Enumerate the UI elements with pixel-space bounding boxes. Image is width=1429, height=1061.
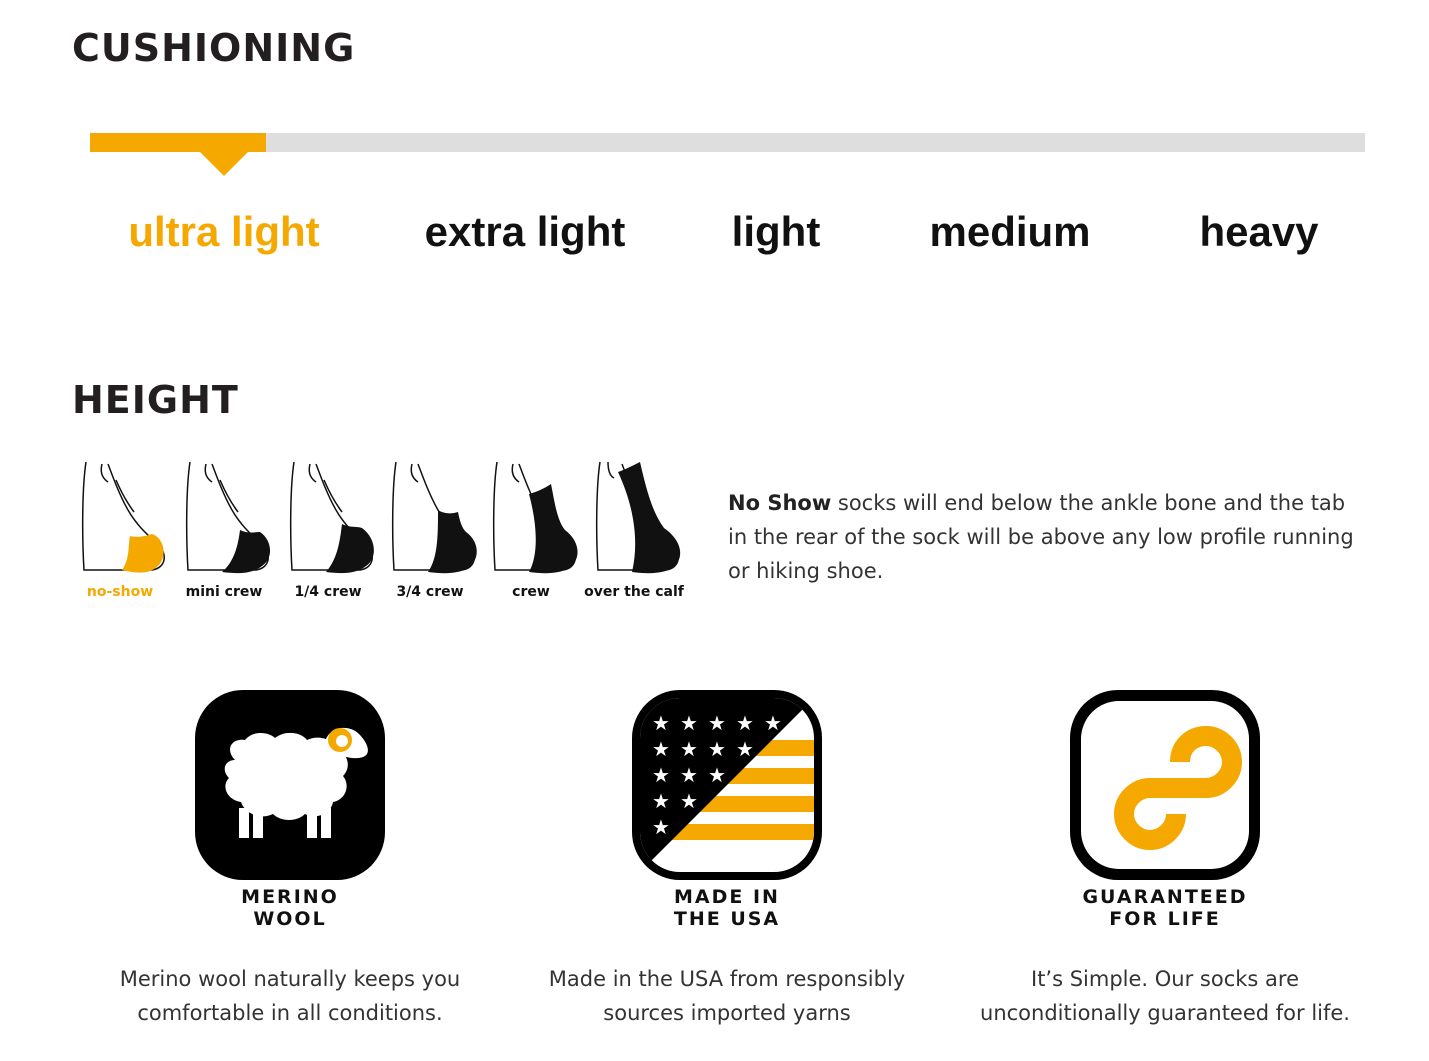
infinity-icon [1070,690,1260,880]
feature-title-line2: WOOL [253,908,327,930]
height-label-mini-crew: mini crew [185,584,263,600]
cushioning-option-medium[interactable]: medium [929,208,1091,255]
svg-text:★: ★ [708,711,726,735]
feature-description-line1: Merino wool naturally keeps you [119,967,461,991]
svg-text:★: ★ [652,789,670,813]
height-description [728,486,1358,588]
cushioning-option-ultra-light[interactable]: ultra light [128,208,320,255]
feature-description [517,962,937,1030]
feature-title-line1: GUARANTEED [1082,886,1248,908]
feature-title [955,886,1375,930]
mini-crew-sock-icon [182,458,272,578]
height-option-no-show[interactable] [70,458,170,608]
svg-text:★: ★ [652,711,670,735]
svg-text:★: ★ [708,737,726,761]
svg-text:★: ★ [652,737,670,761]
cushioning-option-extra-light[interactable]: extra light [424,208,626,255]
cushioning-option-light[interactable]: light [731,208,821,255]
quarter-crew-sock-icon [286,458,376,578]
height-description-text: socks will end below the ankle bone and the tab in the rear of the sock will be above any low profile running or hiking shoe. [728,491,1354,583]
svg-text:★: ★ [736,711,754,735]
cushioning-slider[interactable] [90,133,1365,152]
height-description-bold: No Show [728,491,832,515]
svg-text:★: ★ [736,737,754,761]
height-label-quarter-crew: 1/4 crew [294,584,362,600]
feature-title [517,886,937,930]
svg-text:★: ★ [652,763,670,787]
feature-title-line1: MERINO [241,886,339,908]
height-option-quarter-crew[interactable] [278,458,378,608]
feature-title [80,886,500,930]
svg-text:★: ★ [680,763,698,787]
height-option-three-quarter-crew[interactable] [380,458,480,608]
svg-text:★: ★ [680,711,698,735]
cushioning-title: CUSHIONING [72,26,356,70]
feature-title-line2: THE USA [673,908,781,930]
sheep-icon [195,690,385,880]
cushioning-slider-fill [90,133,266,152]
svg-text:★: ★ [652,815,670,839]
height-title: HEIGHT [72,378,239,422]
no-show-sock-icon [78,458,168,578]
svg-text:★: ★ [680,789,698,813]
height-label-no-show: no-show [86,584,154,600]
height-option-mini-crew[interactable] [174,458,274,608]
feature-description [80,962,500,1030]
feature-title-line2: FOR LIFE [1109,908,1221,930]
height-label-three-quarter-crew: 3/4 crew [396,584,464,600]
feature-description-line2: unconditionally guaranteed for life. [980,1001,1350,1025]
height-option-over-the-calf[interactable] [584,458,684,608]
over-the-calf-sock-icon [592,458,682,578]
crew-sock-icon [489,458,579,578]
height-label-crew: crew [512,584,550,600]
height-option-crew[interactable] [481,458,581,608]
feature-description [955,962,1375,1030]
three-quarter-crew-sock-icon [388,458,478,578]
cushioning-pointer [200,152,248,176]
feature-title-line1: MADE IN [674,886,780,908]
feature-description-line1: Made in the USA from responsibly [548,967,906,991]
svg-text:★: ★ [680,737,698,761]
us-flag-icon [632,690,822,880]
feature-description-line1: It’s Simple. Our socks are [1031,967,1299,991]
cushioning-option-heavy[interactable]: heavy [1199,208,1319,255]
svg-text:★: ★ [764,711,782,735]
height-label-over-the-calf: over the calf [584,584,684,600]
feature-description-line2: sources imported yarns [603,1001,851,1025]
feature-description-line2: comfortable in all conditions. [137,1001,443,1025]
svg-text:★: ★ [708,763,726,787]
